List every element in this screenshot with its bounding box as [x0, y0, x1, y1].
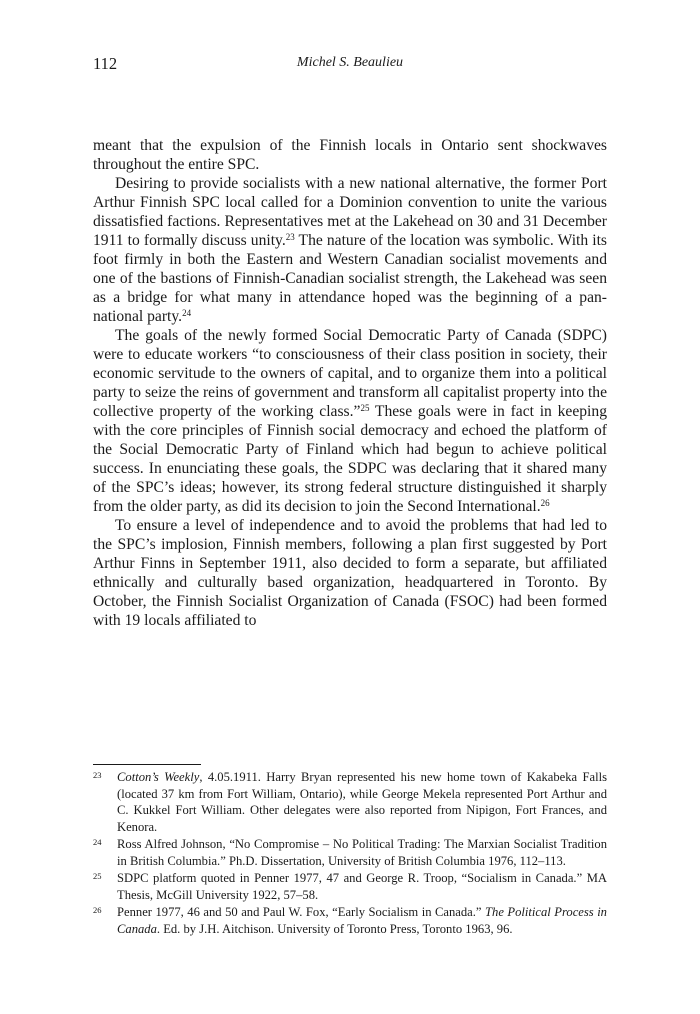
paragraph-2-text-b: The nature of the location was symbolic. With its foot firmly in both the Eastern and Western Canadian socialist movements and one of the bastions of Finnish-Canadian socialist strength, the Lakehead was seen as a bridge for what many in attendance hoped was the beginning of a pan-national party.: [93, 232, 607, 325]
footnote-italic-source: Cotton’s Weekly: [117, 770, 200, 784]
footnote-number: 24: [93, 837, 102, 847]
footnote-ref-25[interactable]: 25: [360, 403, 370, 413]
footnote-ref-26[interactable]: 26: [540, 498, 550, 508]
footnote-divider: [93, 764, 201, 765]
footnote-body-before: Penner 1977, 46 and 50 and Paul W. Fox, “Early Socialism in Canada.”: [117, 905, 486, 919]
footnotes: [93, 764, 607, 938]
footnote-number: 26: [93, 905, 102, 915]
page-number: 112: [93, 54, 118, 73]
paragraph-3-text-b: These goals were in fact in keeping with the core principles of Finnish social democracy and echoed the platform of the Social Democratic Party of Finland which had begun to achieve political success. In enunciating these goals, the SDPC was declaring that it shared many of the SPC’s ideas; however, its strong federal structure distinguished it sharply from the older party, as did its decision to join the Second International.: [93, 403, 607, 515]
paragraph-1: [93, 136, 607, 174]
footnote-body: , 4.05.1911. Harry Bryan represented his new home town of Kakabeka Falls (located 37 km from Fort William, Ontario), while George Mekela represented Port Arthur and C. Kukkel Fort William. Other delegates were also reported from Nipigon, Fort Frances, and Kenora.: [117, 770, 607, 834]
footnote-text: Ross Alfred Johnson, “No Compromise – No Political Trading: The Marxian Socialist Tradition in British Columbia.” Ph.D. Dissertation, University of British Columbia 1976, 112–113.: [117, 837, 607, 868]
footnote-body-after: . Ed. by J.H. Aitchison. University of Toronto Press, Toronto 1963, 96.: [156, 921, 513, 936]
footnote-number: 25: [93, 871, 102, 881]
footnote-text: SDPC platform quoted in Penner 1977, 47 and George R. Troop, “Socialism in Canada.” MA Thesis, McGill University 1922, 57–58.: [117, 871, 607, 902]
footnote-ref-23[interactable]: 23: [285, 232, 295, 242]
footnote-text: [117, 769, 607, 835]
footnote-24: [93, 836, 607, 869]
footnote-ref-24[interactable]: 24: [182, 308, 192, 318]
footnote-25: [93, 870, 607, 903]
body-text: [93, 136, 607, 630]
paragraph-1-text: meant that the expulsion of the Finnish locals in Ontario sent shockwaves throughout the entire SPC.: [93, 137, 607, 173]
paragraph-4-text: To ensure a level of independence and to avoid the problems that had led to the SPC’s implosion, Finnish members, following a plan first suggested by Port Arthur Finns in September 1911, also decided to form a separate, but affiliated ethnically and culturally based organization, headquartered in Toronto. By October, the Finnish Socialist Organization of Canada (FSOC) had been formed with 19 locals affiliated to: [93, 517, 607, 629]
footnote-26: [93, 904, 607, 937]
footnote-text: [117, 904, 607, 937]
footnote-23: [93, 769, 607, 835]
footnote-italic-title: The Political Process in Canada: [117, 905, 607, 936]
paragraph-3: [93, 326, 607, 516]
paragraph-4: [93, 516, 607, 630]
page-header: [93, 54, 607, 74]
footnote-number: 23: [93, 770, 102, 780]
paragraph-3-text-a: The goals of the newly formed Social Democratic Party of Canada (SDPC) were to educate workers “to consciousness of their class position in society, their economic servitude to the owners of capital, and to organize them into a political party to seize the reins of government and transform all capitalist property into the collective property of the working class.”: [93, 327, 607, 420]
paragraph-2: [93, 174, 607, 326]
running-head: Michel S. Beaulieu: [296, 55, 404, 70]
paragraph-2-text-a: Desiring to provide socialists with a new national alternative, the former Port Arthur Finnish SPC local called for a Dominion convention to unite the various dissatisfied factions. Representatives met at the Lakehead on 30 and 31 December 1911 to formally discuss unity.: [93, 175, 607, 249]
